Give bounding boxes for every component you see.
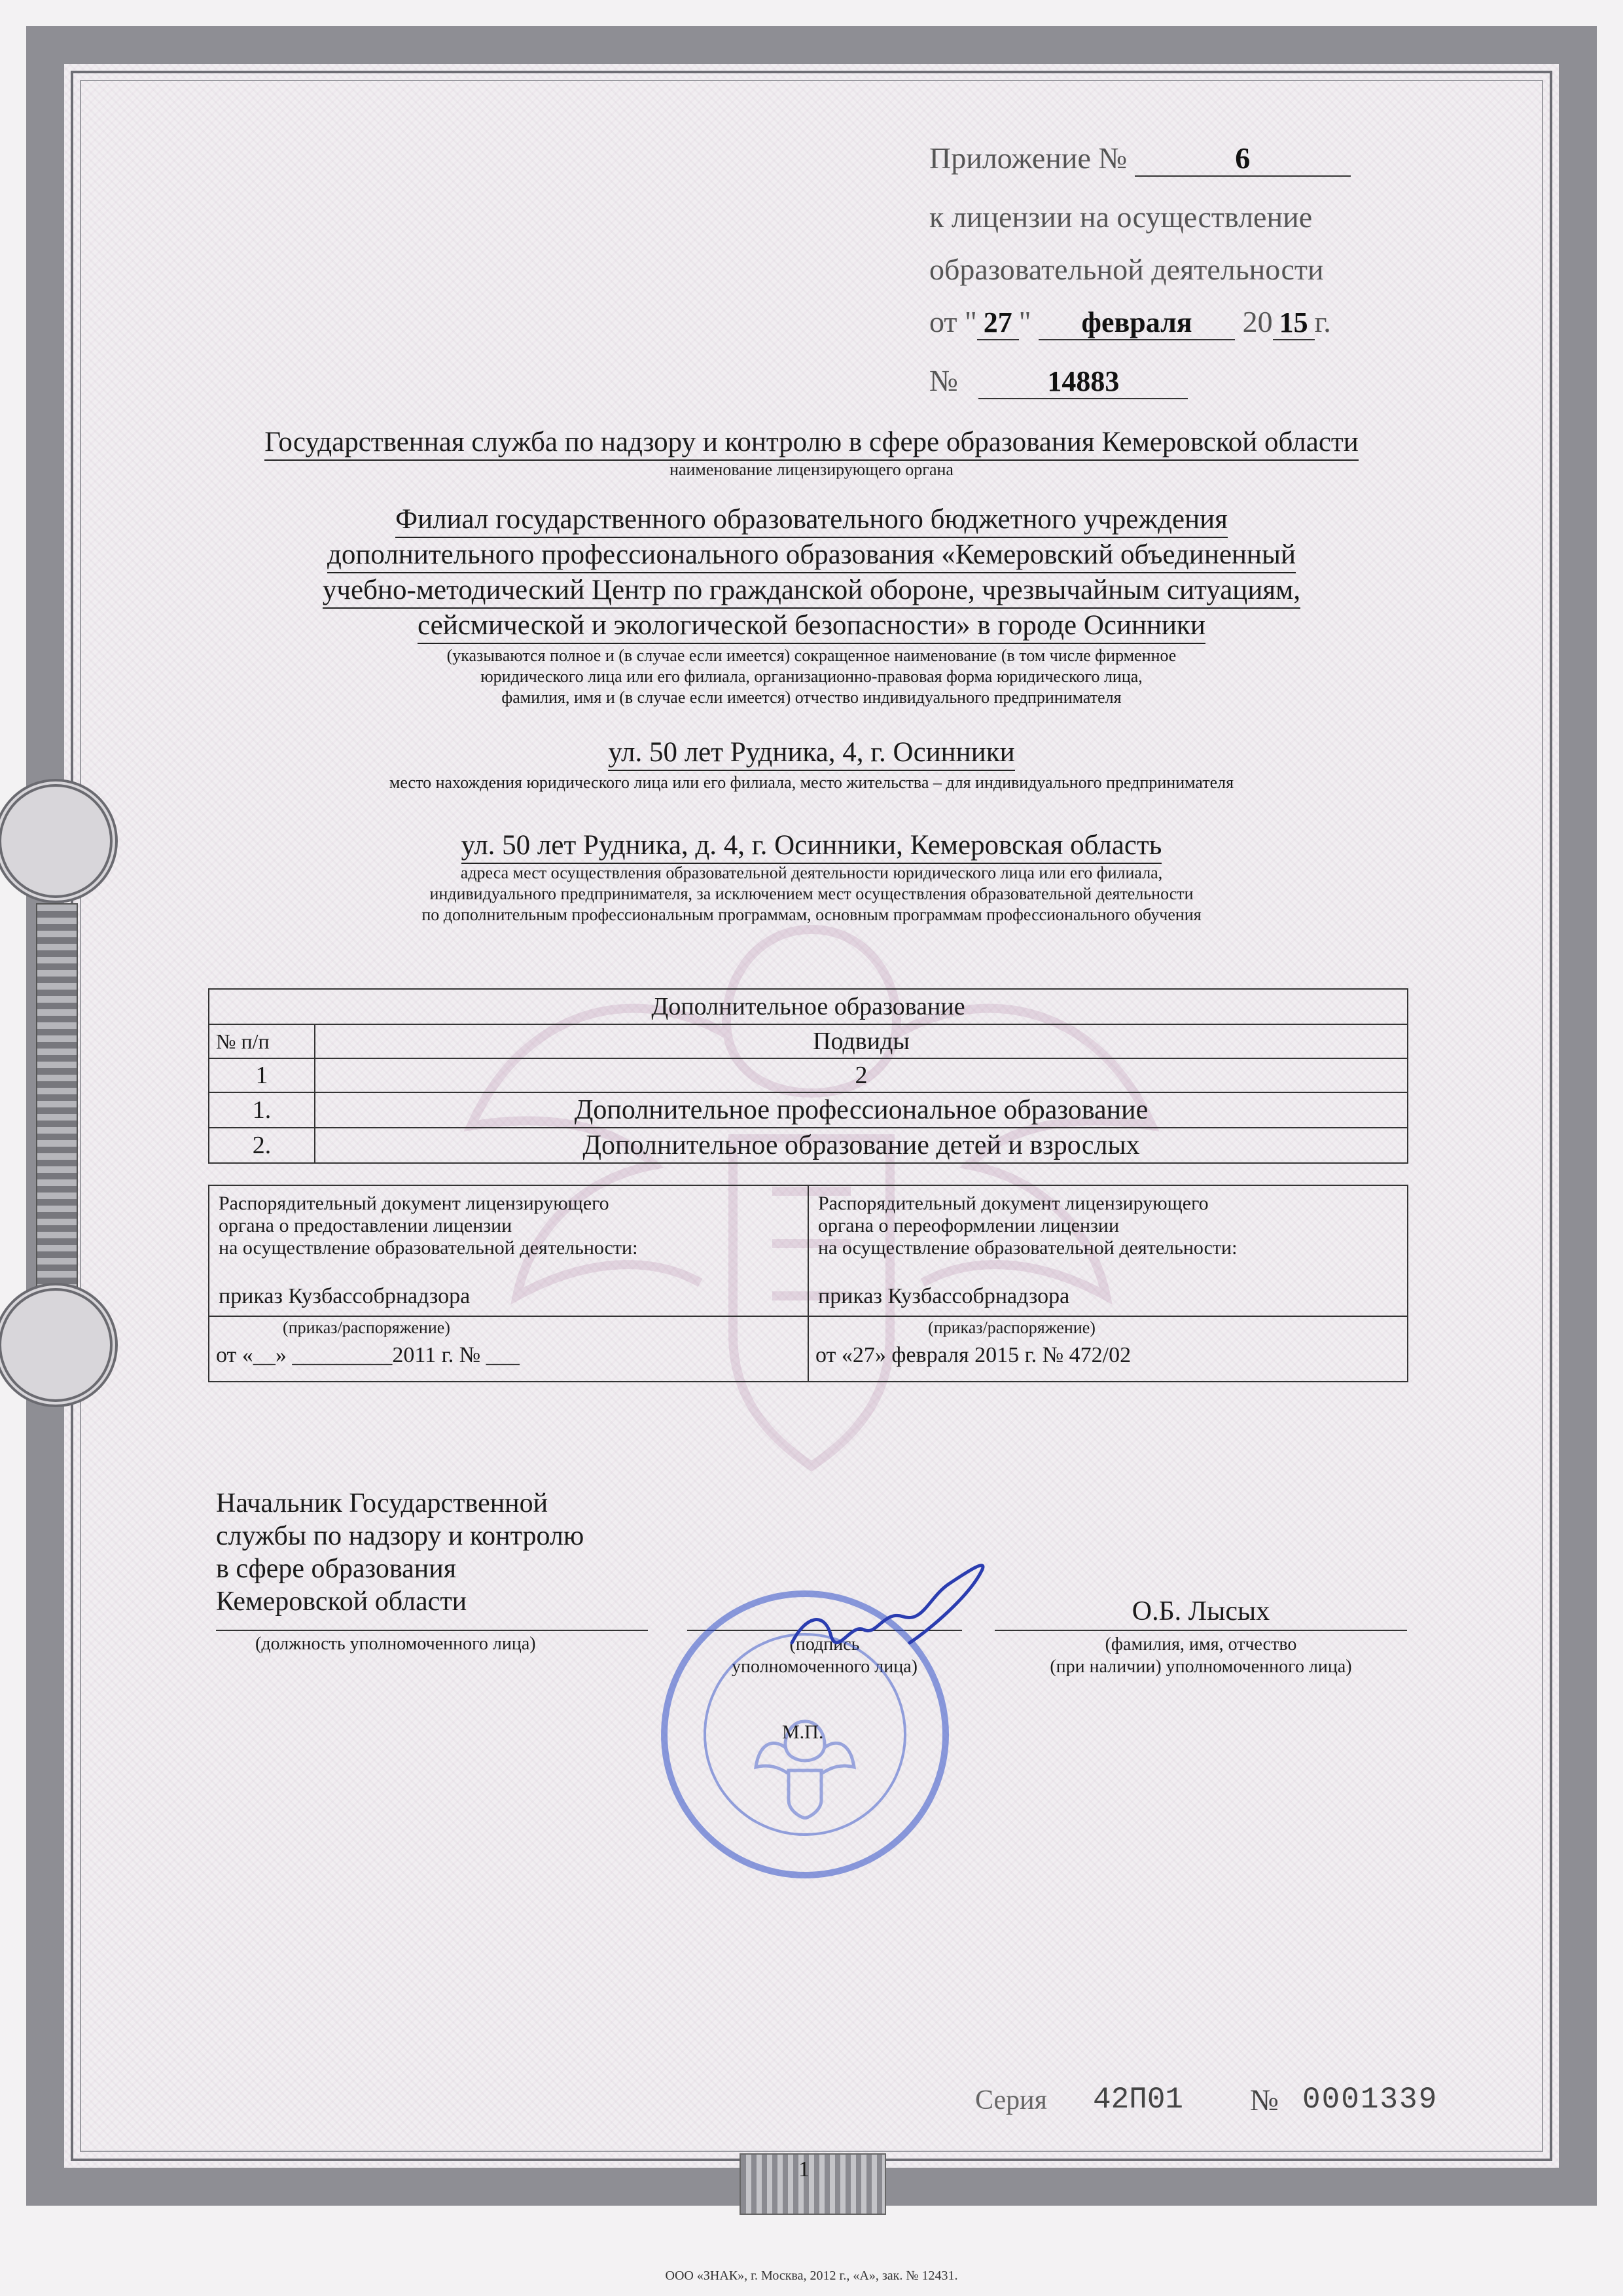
- entity-name-line-2: дополнительного профессионального образования «Кемеровский объединенный: [170, 538, 1453, 573]
- signatory-position: Начальник Государственной службы по надзору и контролю в сфере образования Кемеровской области: [216, 1488, 584, 1617]
- education-table: [208, 988, 1408, 1164]
- row-subtype: Дополнительное профессиональное образование: [315, 1092, 1408, 1128]
- date-from-label: от: [929, 305, 957, 338]
- entity-name-line-4: сейсмической и экологической безопасности» в городе Осинники: [170, 609, 1453, 644]
- activity-address-caption-2: индивидуального предпринимателя, за исключением мест осуществления образовательной деятельности: [429, 884, 1194, 903]
- documents-table: [208, 1185, 1408, 1382]
- column-number-header: № п/п: [209, 1024, 315, 1058]
- position-caption: (должность уполномоченного лица): [255, 1634, 536, 1654]
- reissue-document-cell: Распорядительный документ лицензирующего органа о переоформлении лицензии на осуществление образовательной деятельности: приказ Кузбассобрнадзора: [808, 1185, 1408, 1316]
- activity-address-value: ул. 50 лет Рудника, д. 4, г. Осинники, Кемеровская область: [461, 829, 1162, 864]
- table-row: [209, 1128, 1408, 1163]
- appendix-line-3: образовательной деятельности: [929, 253, 1324, 286]
- license-number-label: №: [929, 364, 958, 397]
- index-cell-1: 1: [209, 1058, 315, 1092]
- name-underline: [995, 1630, 1407, 1631]
- row-subtype: Дополнительное образование детей и взрослых: [315, 1128, 1408, 1163]
- table-row: [209, 1092, 1408, 1128]
- grant-order-type: приказ Кузбассобрнадзора: [219, 1284, 471, 1308]
- signatory-name: О.Б. Лысых: [1132, 1596, 1270, 1626]
- entity-caption-line-2: юридического лица или его филиала, организационно-правовая форма юридического лица,: [480, 667, 1143, 686]
- activity-address-block: [170, 829, 1453, 864]
- education-table-title: Дополнительное образование: [209, 989, 1408, 1024]
- license-number: 14883: [978, 365, 1188, 399]
- date-year-tail: г.: [1314, 305, 1331, 338]
- row-number: 2.: [209, 1128, 315, 1163]
- bottom-center-band: [740, 2153, 886, 2215]
- appendix-label: Приложение №: [929, 141, 1128, 175]
- index-cell-2: 2: [315, 1058, 1408, 1092]
- date-year-suffix: 15: [1273, 306, 1315, 340]
- appendix-date-line: от " 27 " февраля 20 15 г.: [929, 304, 1331, 340]
- reissue-date-cell: (приказ/распоряжение) от «27» февраля 2015 г. № 472/02: [808, 1316, 1408, 1382]
- entity-name-line-3: учебно-методический Центр по гражданской обороне, чрезвычайным ситуациям,: [170, 573, 1453, 609]
- activity-address-caption-3: по дополнительным профессиональным программам, основным программам профессионального обучения: [421, 905, 1202, 924]
- grant-date-line: от «__» _________2011 г. № ___: [216, 1343, 520, 1367]
- grant-document-cell: Распорядительный документ лицензирующего органа о предоставлении лицензии на осуществление образовательной деятельности: приказ Кузбассобрнадзора: [209, 1185, 808, 1316]
- form-number-label: №: [1250, 2083, 1279, 2117]
- date-year-prefix: 20: [1242, 305, 1273, 338]
- position-underline: [216, 1630, 648, 1631]
- entity-caption-line-1: (указываются полное и (в случае если имеется) сокращенное наименование (в том числе фирменное: [446, 646, 1177, 665]
- name-caption: (фамилия, имя, отчество (при наличии) уполномоченного лица): [1050, 1634, 1352, 1677]
- activity-address-caption-1: адреса мест осуществления образовательной деятельности юридического лица или его филиала,: [460, 863, 1163, 882]
- column-subtypes-header: Подвиды: [315, 1024, 1408, 1058]
- handwritten-signature: [779, 1545, 1001, 1676]
- license-number-line: [929, 363, 1188, 399]
- form-number-value: 0001339: [1302, 2083, 1438, 2117]
- printer-imprint: ООО «ЗНАК», г. Москва, 2012 г., «А», зак. № 12431.: [665, 2269, 958, 2283]
- location-value: ул. 50 лет Рудника, 4, г. Осинники: [608, 736, 1014, 771]
- authority-name: Государственная служба по надзору и контролю в сфере образования Кемеровской области: [264, 425, 1358, 461]
- seal-place-caption: М.П.: [782, 1721, 824, 1743]
- reissue-date-line: от «27» февраля 2015 г. № 472/02: [815, 1343, 1132, 1367]
- signature-caption: (подпись уполномоченного лица): [732, 1634, 918, 1677]
- row-number: 1.: [209, 1092, 315, 1128]
- grant-date-cell: (приказ/распоряжение) от «__» _________2011 г. № ___: [209, 1316, 808, 1382]
- left-side-band: [36, 903, 78, 1312]
- reissue-order-type: приказ Кузбассобрнадзора: [818, 1284, 1070, 1308]
- appendix-line-2: к лицензии на осуществление: [929, 200, 1313, 234]
- appendix-heading: [929, 141, 1351, 177]
- series-value: 42П01: [1093, 2083, 1184, 2117]
- entity-name-line-1: Филиал государственного образовательного бюджетного учреждения: [170, 503, 1453, 538]
- location-caption: место нахождения юридического лица или его филиала, место жительства – для индивидуального предпринимателя: [389, 773, 1234, 792]
- date-day: 27: [977, 306, 1019, 340]
- entity-caption-line-3: фамилия, имя и (в случае если имеется) отчество индивидуального предпринимателя: [501, 688, 1122, 707]
- location-block: [170, 736, 1453, 771]
- appendix-number: 6: [1135, 141, 1351, 177]
- authority-block: [170, 425, 1453, 461]
- authority-caption: наименование лицензирующего органа: [669, 460, 954, 479]
- date-month: февраля: [1039, 306, 1235, 340]
- series-label: Серия: [975, 2085, 1047, 2115]
- page-number: 1: [798, 2157, 810, 2181]
